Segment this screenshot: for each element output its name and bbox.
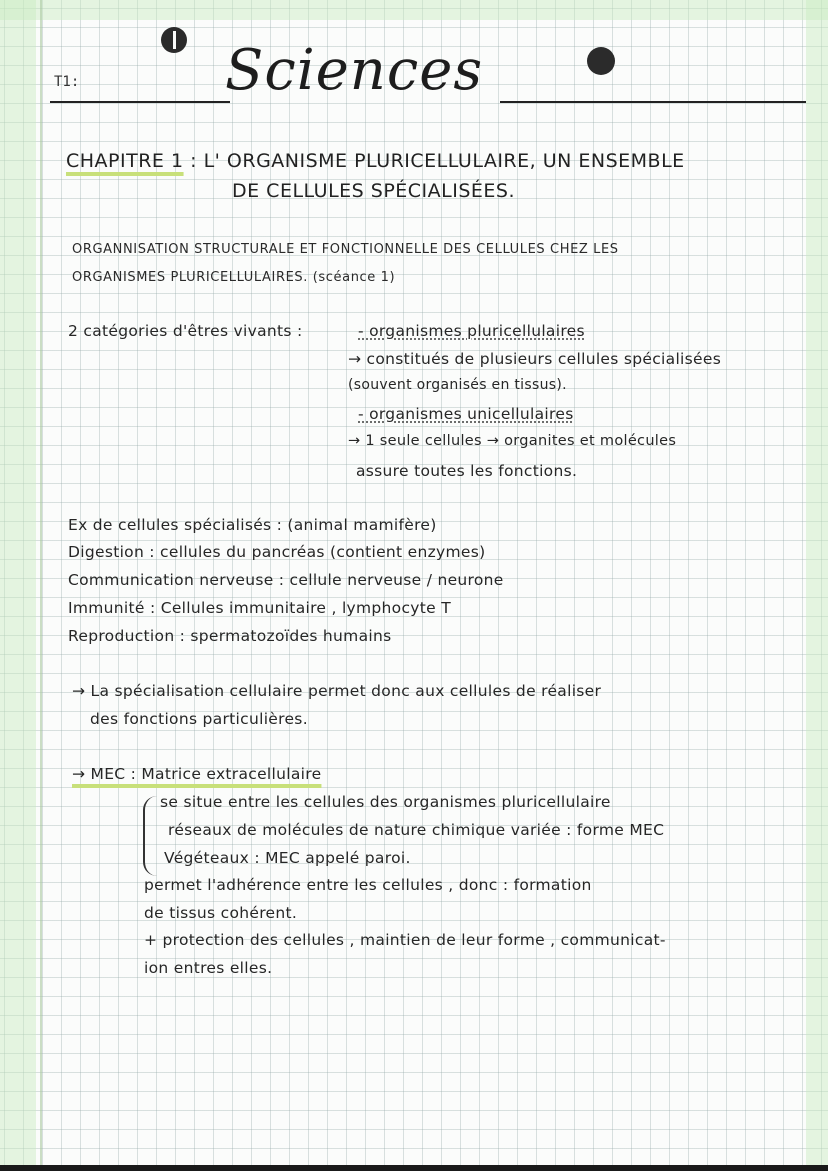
mec-heading: → MEC : Matrice extracellulaire <box>72 765 322 783</box>
chapter-title-line1: L' ORGANISME PLURICELLULAIRE, UN ENSEMBLE <box>203 150 685 172</box>
categories-intro: 2 catégories d'êtres vivants : <box>68 322 303 340</box>
page-edge-right <box>806 0 828 1171</box>
title-rule-left <box>50 101 230 103</box>
section-heading-line1: ORGANNISATION STRUCTURALE ET FONCTIONNELLE DES CELLULES CHEZ LES <box>72 242 619 257</box>
chapter-separator: : <box>190 150 198 172</box>
conclusion-line2: des fonctions particulières. <box>90 710 308 728</box>
punch-hole-icon <box>587 47 615 75</box>
mec-line: de tissus cohérent. <box>144 904 298 922</box>
title-rule-right <box>500 101 806 103</box>
mec-line: + protection des cellules , maintien de leur forme , communicat- <box>144 931 666 949</box>
chapter-title-line2: DE CELLULES SPÉCIALISÉES. <box>232 180 516 202</box>
category-pluricellular: - organismes pluricellulaires <box>358 322 585 340</box>
example-row: Immunité : Cellules immunitaire , lymphocyte T <box>68 599 451 617</box>
category-pluricellular-detail1: → constitués de plusieurs cellules spécialisées <box>348 350 722 368</box>
page-edge-bottom <box>0 1165 828 1171</box>
trimester-mark: T1: <box>54 74 80 90</box>
example-row: Digestion : cellules du pancréas (contient enzymes) <box>68 543 486 561</box>
category-unicellular: - organismes unicellulaires <box>358 405 574 423</box>
example-row: Communication nerveuse : cellule nerveuse / neurone <box>68 571 504 589</box>
mec-line: permet l'adhérence entre les cellules , donc : formation <box>144 876 592 894</box>
category-pluricellular-detail2: (souvent organisés en tissus). <box>348 377 567 393</box>
mec-line: réseaux de molécules de nature chimique variée : forme MEC <box>168 821 665 839</box>
conclusion-line1: → La spécialisation cellulaire permet donc aux cellules de réaliser <box>72 682 602 700</box>
examples-heading: Ex de cellules spécialisés : (animal mamifère) <box>68 516 437 534</box>
chapter-label: CHAPITRE 1 <box>66 150 184 172</box>
page-edge-left <box>0 0 36 1171</box>
mec-line: Végéteaux : MEC appelé paroi. <box>164 849 411 867</box>
example-row: Reproduction : spermatozoïdes humains <box>68 627 392 645</box>
margin-line <box>40 0 42 1165</box>
category-unicellular-detail2: assure toutes les fonctions. <box>356 462 578 480</box>
mec-line: se situe entre les cellules des organismes pluricellulaire <box>160 793 611 811</box>
mec-line: ion entres elles. <box>144 959 273 977</box>
page-title: Sciences <box>225 38 484 103</box>
section-heading-line2: ORGANISMES PLURICELLULAIRES. (scéance 1) <box>72 270 396 285</box>
category-unicellular-detail1: → 1 seule cellules → organites et molécules <box>348 433 677 449</box>
chapter-heading <box>66 150 685 172</box>
punch-hole-icon <box>161 27 187 53</box>
page-edge-top <box>0 0 828 20</box>
